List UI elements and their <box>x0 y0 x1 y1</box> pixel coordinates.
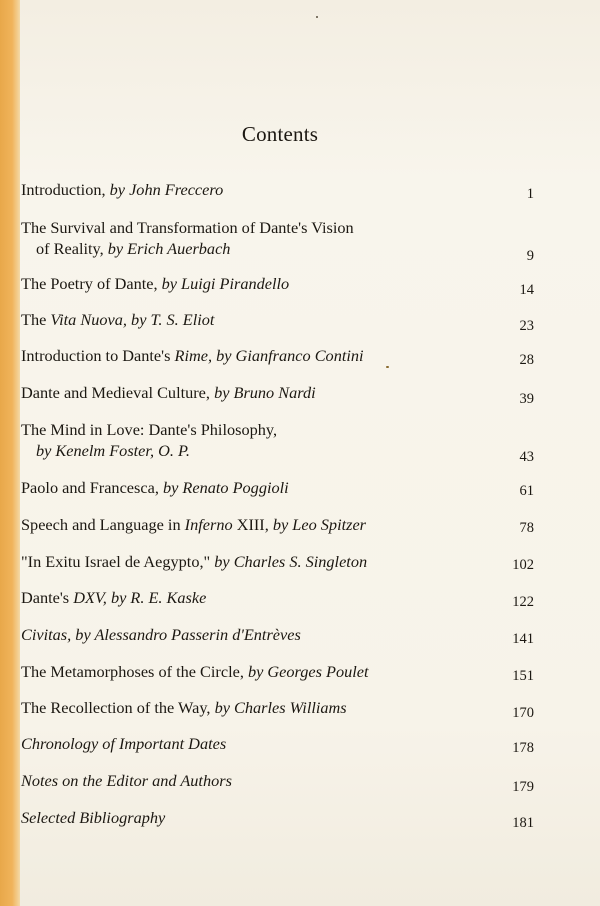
entry-title-pre: Dante's <box>21 588 70 607</box>
entry-author: by Charles S. Singleton <box>214 552 368 571</box>
entry-title-italic: Inferno <box>184 515 233 534</box>
entry-author: by John Freccero <box>109 180 224 199</box>
entry-title-line1: The Mind in Love: Dante's Philosophy, <box>21 420 278 439</box>
entry-author: by Leo Spitzer <box>272 515 367 534</box>
entry-author: by Charles Williams <box>214 698 347 717</box>
entry-page-number: 170 <box>512 705 534 721</box>
entry-title: The Poetry of Dante, <box>21 274 158 293</box>
entry-title: The Metamorphoses of the Circle, <box>21 662 244 681</box>
entry-author: by Kenelm Foster, O. P. <box>36 441 190 460</box>
entry-title-pre: Speech and Language in <box>21 515 181 534</box>
entry-page-number: 141 <box>512 631 534 647</box>
entry-title-continued: of Reality, <box>36 239 104 258</box>
entry-author: by Bruno Nardi <box>214 383 316 402</box>
entry-page-number: 28 <box>519 352 534 368</box>
entry-author: by Erich Auerbach <box>107 239 231 258</box>
entry-label <box>21 733 471 754</box>
entry-page-number: 61 <box>519 483 534 499</box>
entry-page-number: 78 <box>519 520 534 536</box>
entry-label <box>21 179 471 200</box>
entry-page-number: 181 <box>512 815 534 831</box>
entry-title-italic: Rime, <box>174 346 213 365</box>
entry-author: by Gianfranco Contini <box>216 346 364 365</box>
entry-label <box>21 477 471 498</box>
entry-author: by Alessandro Passerin d'Entrèves <box>75 625 301 644</box>
entry-label <box>21 770 471 791</box>
entry-label <box>21 697 471 718</box>
entry-title: Introduction, <box>21 180 106 199</box>
entry-page-number: 43 <box>519 449 534 465</box>
entry-page-number: 179 <box>512 779 534 795</box>
entry-title-line2 <box>21 238 471 259</box>
entry-title-line2 <box>21 440 471 461</box>
entry-label <box>21 419 471 461</box>
entry-title-pre: Introduction to Dante's <box>21 346 171 365</box>
entry-label <box>21 382 471 403</box>
entry-page-number: 1 <box>526 186 534 202</box>
paper-speck <box>316 16 318 18</box>
entry-label <box>21 345 471 366</box>
entry-title-italic: Notes on the Editor and Authors <box>21 771 232 790</box>
entry-page-number: 102 <box>512 557 534 573</box>
entry-page-number: 178 <box>512 740 534 756</box>
entry-page-number: 122 <box>512 594 534 610</box>
page-title: Contents <box>241 122 319 146</box>
entry-page-number: 23 <box>519 318 534 334</box>
entry-label <box>21 587 471 608</box>
entry-title-italic: DXV, <box>73 588 107 607</box>
entry-author: by Renato Poggioli <box>162 478 289 497</box>
entry-title: Paolo and Francesca, <box>21 478 159 497</box>
entry-author: by R. E. Kaske <box>110 588 207 607</box>
entry-title-italic: Chronology of Important Dates <box>21 734 227 753</box>
entry-title-italic: Civitas, <box>21 625 72 644</box>
entry-label <box>21 807 471 828</box>
entry-author: by T. S. Eliot <box>131 310 215 329</box>
entry-title-pre: The <box>21 310 47 329</box>
entry-title-post: XIII, <box>236 515 269 534</box>
entry-label <box>21 217 471 259</box>
entry-title-italic: Selected Bibliography <box>21 808 166 827</box>
entry-label <box>21 551 471 572</box>
entry-page-number: 9 <box>526 248 534 264</box>
entry-title: "In Exitu Israel de Aegypto," <box>21 552 211 571</box>
entry-author: by Luigi Pirandello <box>161 274 290 293</box>
entry-page-number: 39 <box>519 391 534 407</box>
entry-label <box>21 309 471 330</box>
entry-author: by Georges Poulet <box>247 662 369 681</box>
entry-label <box>21 514 471 535</box>
entry-title: The Recollection of the Way, <box>21 698 211 717</box>
entry-title-line1: The Survival and Transformation of Dante's Vision <box>21 218 354 237</box>
entry-title: Dante and Medieval Culture, <box>21 383 210 402</box>
entry-label <box>21 661 471 682</box>
entry-page-number: 151 <box>512 668 534 684</box>
entry-label <box>21 273 471 294</box>
paper-speck <box>386 366 389 368</box>
entry-title-italic: Vita Nuova, <box>50 310 127 329</box>
entry-page-number: 14 <box>519 282 534 298</box>
entry-label <box>21 624 471 645</box>
